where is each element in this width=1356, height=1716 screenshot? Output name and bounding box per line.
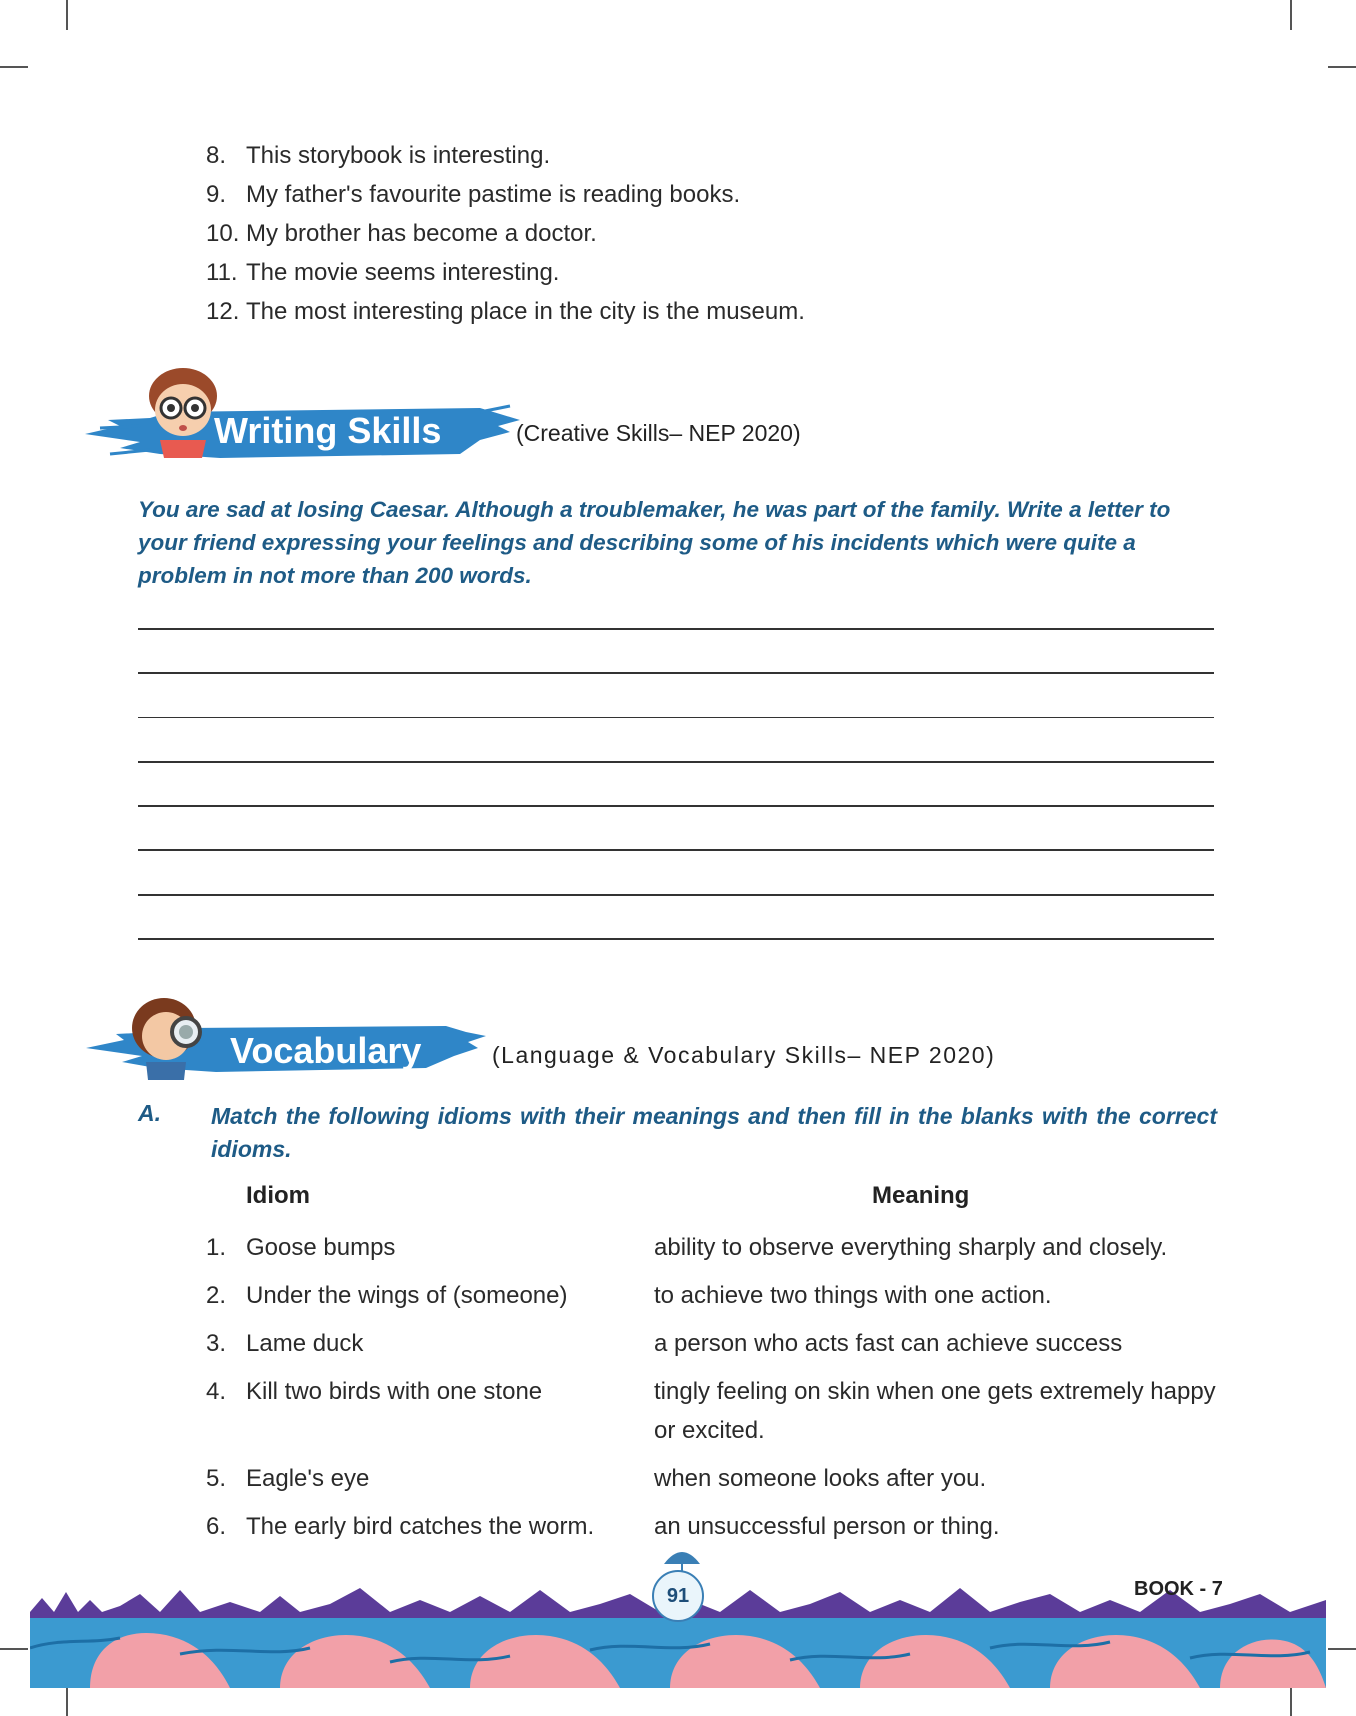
meaning-cell: to achieve two things with one action. xyxy=(654,1282,1052,1309)
crop-mark xyxy=(0,1648,28,1650)
meaning-cell: an unsuccessful person or thing. xyxy=(654,1513,1000,1540)
section-subtitle: (Language & Vocabulary Skills– NEP 2020) xyxy=(492,1042,996,1068)
crop-mark xyxy=(1290,0,1292,30)
vocabulary-banner xyxy=(86,988,1066,1088)
idiom-header: Idiom xyxy=(246,1182,310,1209)
crop-mark xyxy=(1328,66,1356,68)
meaning-header: Meaning xyxy=(872,1182,970,1209)
page-number: 91 xyxy=(652,1570,704,1622)
list-item: 11. The movie seems interesting. xyxy=(206,253,805,292)
writing-skills-banner xyxy=(80,362,840,472)
table-row: 1. Goose bumps ability to observe everything sharply and closely. xyxy=(206,1228,1226,1267)
sentence-list xyxy=(206,136,805,331)
table-row: 4. Kill two birds with one stone tingly feeling on skin when one gets extremely happy or excited. xyxy=(206,1372,1226,1450)
sentence-text: The most interesting place in the city is the museum. xyxy=(246,298,805,325)
idiom-cell: Eagle's eye xyxy=(246,1465,370,1492)
writing-area[interactable] xyxy=(138,628,1214,982)
writing-prompt: You are sad at losing Caesar. Although a troublemaker, he was part of the family. Write a letter to your friend expressing your feelings and describing some of his incidents which were quite a problem in not more than 200 words. xyxy=(138,497,1171,588)
list-item: 10. My brother has become a doctor. xyxy=(206,214,805,253)
idiom-cell: The early bird catches the worm. xyxy=(246,1513,595,1540)
writing-line xyxy=(138,672,1214,674)
crop-mark xyxy=(66,1686,68,1716)
writing-line xyxy=(138,938,1214,940)
writing-line xyxy=(138,805,1214,807)
list-item: 8. This storybook is interesting. xyxy=(206,136,805,175)
book-label: BOOK - 7 xyxy=(1134,1578,1223,1600)
crop-mark xyxy=(0,66,28,68)
writing-line xyxy=(138,717,1214,719)
sentence-text: My father's favourite pastime is reading books. xyxy=(246,181,741,208)
section-title: Writing Skills xyxy=(214,410,442,451)
section-subtitle: (Creative Skills– NEP 2020) xyxy=(516,420,801,446)
crop-mark xyxy=(66,0,68,30)
section-title: Vocabulary xyxy=(230,1030,422,1071)
writing-line xyxy=(138,628,1214,630)
meaning-cell: ability to observe everything sharply and closely. xyxy=(654,1234,1168,1261)
meaning-cell: when someone looks after you. xyxy=(654,1465,987,1492)
idiom-cell: Under the wings of (someone) xyxy=(246,1282,568,1309)
sentence-text: This storybook is interesting. xyxy=(246,142,551,169)
question-letter: A. xyxy=(138,1100,161,1126)
table-row: 2. Under the wings of (someone) to achieve two things with one action. xyxy=(206,1276,1226,1315)
meaning-cell: tingly feeling on skin when one gets extremely happy or excited. xyxy=(654,1378,1216,1444)
writing-line xyxy=(138,894,1214,896)
crop-mark xyxy=(1290,1686,1292,1716)
sentence-text: My brother has become a doctor. xyxy=(246,220,597,247)
idiom-cell: Lame duck xyxy=(246,1330,364,1357)
list-item: 9. My father's favourite pastime is reading books. xyxy=(206,175,805,214)
table-row: 3. Lame duck a person who acts fast can achieve success xyxy=(206,1324,1226,1363)
idiom-table xyxy=(206,1228,1226,1546)
table-row: 6. The early bird catches the worm. an unsuccessful person or thing. xyxy=(206,1507,1226,1546)
table-row: 5. Eagle's eye when someone looks after you. xyxy=(206,1459,1226,1498)
crop-mark xyxy=(1328,1648,1356,1650)
idiom-cell: Kill two birds with one stone xyxy=(246,1378,543,1405)
list-item: 12. The most interesting place in the city is the museum. xyxy=(206,292,805,331)
writing-line xyxy=(138,761,1214,763)
writing-line xyxy=(138,849,1214,851)
meaning-cell: a person who acts fast can achieve success xyxy=(654,1330,1123,1357)
idiom-cell: Goose bumps xyxy=(246,1234,396,1261)
question-text: Match the following idioms with their meanings and then fill in the blanks with the correct idioms. xyxy=(211,1103,1217,1162)
sentence-text: The movie seems interesting. xyxy=(246,259,560,286)
